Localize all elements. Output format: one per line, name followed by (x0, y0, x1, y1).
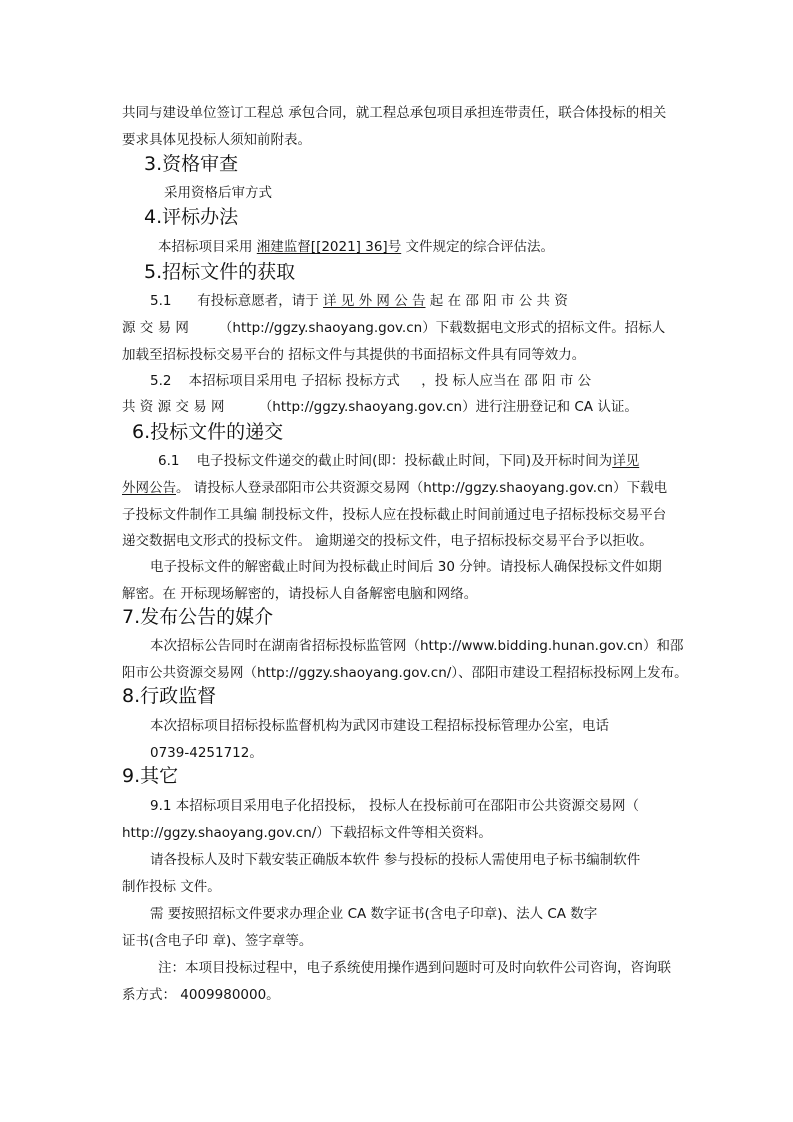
clause-text: （http://ggzy.shaoyang.gov.cn）进行注册登记和 CA 认证。 (258, 399, 638, 415)
clause-text: 有投标意愿者，请于 (197, 293, 319, 309)
external-notice-reference: 详 见 外 网 公 告 (323, 293, 426, 309)
intro-line-2: 要求具体见投标人须知前附表。 (122, 132, 311, 148)
clause-text: 共 资 源 交 易 网 (122, 399, 225, 415)
clause-text: 源 交 易 网 (122, 320, 189, 336)
section-4-text-pre: 本招标项目采用 (158, 239, 253, 255)
regulation-reference: 湘建监督[[2021] 36]号 (256, 239, 402, 255)
section-6-1-line-3: 子投标文件制作工具编 制投标文件，投标人应在投标截止时间前通过电子招标投标交易平台 (122, 507, 667, 523)
section-9-2-line-2: 制作投标 文件。 (122, 879, 221, 895)
clause-number: 5.2 (150, 373, 172, 389)
section-9-3-line-2: 证书(含电子印 章)、签字章等。 (122, 933, 313, 949)
section-7-line-2: 阳市公共资源交易网（http://ggzy.shaoyang.gov.cn/）、邵阳市建设工程招标投标网上发布。 (122, 665, 688, 681)
external-notice-reference: 外网公告 (122, 480, 176, 496)
section-4-heading: 4.评标办法 (144, 206, 239, 228)
section-8-line-1: 本次招标项目招标投标监督机构为武冈市建设工程招标投标管理办公室，电话 (150, 718, 609, 734)
section-8-heading: 8.行政监督 (122, 685, 217, 707)
section-6-2-line-2: 解密。在 开标现场解密的，请投标人自备解密电脑和网络。 (122, 586, 478, 602)
section-6-1-line-2 (122, 479, 667, 497)
section-5-2-line-1 (150, 372, 591, 390)
section-9-3-line-1: 需 要按照招标文件要求办理企业 CA 数字证书(含电子印章)、法人 CA 数字 (150, 906, 598, 922)
section-7-line-1: 本次招标公告同时在湖南省招标投标监管网（http://www.bidding.hunan.gov.cn）和邵 (150, 638, 684, 654)
section-9-1-line-1: 9.1 本招标项目采用电子化招投标， 投标人在投标前可在邵阳市公共资源交易网（ (150, 798, 640, 814)
clause-text: 本招标项目采用电 子招标 投标方式 (188, 373, 400, 389)
clause-text: 电子投标文件递交的截止时间(即：投标截止时间，下同)及开标时间为 (196, 453, 613, 469)
section-6-heading: 6.投标文件的递交 (132, 421, 284, 443)
section-5-1-line-3: 加载至招标投标交易平台的 招标文件与其提供的书面招标文件具有同等效力。 (122, 347, 586, 363)
section-6-1-line-1 (158, 452, 639, 470)
section-5-1-line-1 (150, 292, 568, 310)
intro-line-1: 共同与建设单位签订工程总 承包合同，就工程总承包项目承担连带责任，联合体投标的相关 (122, 105, 667, 121)
clause-number: 6.1 (158, 453, 180, 469)
section-9-heading: 9.其它 (122, 765, 179, 787)
section-6-1-line-4: 递交数据电文形式的投标文件。 逾期递交的投标文件，电子招标投标交易平台予以拒收。 (122, 533, 653, 549)
clause-text: （http://ggzy.shaoyang.gov.cn）下载数据电文形式的招标文件。招标人 (218, 320, 666, 336)
section-7-heading: 7.发布公告的媒介 (122, 606, 274, 628)
clause-number: 5.1 (150, 293, 172, 309)
section-9-note-line-1: 注：本项目投标过程中，电子系统使用操作遇到问题时可及时向软件公司咨询，咨询联 (158, 960, 671, 976)
external-notice-reference: 详见 (612, 453, 640, 469)
section-4-body (158, 238, 554, 256)
section-9-2-line-1: 请各投标人及时下载安装正确版本软件 参与投标的投标人需使用电子标书编制软件 (150, 852, 641, 868)
section-9-note-line-2: 系方式： 4009980000。 (122, 987, 280, 1003)
section-5-heading: 5.招标文件的获取 (144, 261, 296, 283)
clause-text: ，投 标人应当在 邵 阳 市 公 (421, 373, 592, 389)
section-8-phone: 0739-4251712。 (150, 745, 263, 761)
section-6-2-line-1: 电子投标文件的解密截止时间为投标截止时间后 30 分钟。请投标人确保投标文件如期 (150, 559, 662, 575)
section-4-text-post: 文件规定的综合评估法。 (405, 239, 554, 255)
section-5-2-line-2 (122, 398, 638, 416)
clause-text: 。 请投标人登录邵阳市公共资源交易网（http://ggzy.shaoyang.gov.cn）下载电 (176, 480, 668, 496)
clause-text: 起 在 邵 阳 市 公 共 资 (429, 293, 568, 309)
section-3-body: 采用资格后审方式 (164, 185, 272, 201)
section-9-1-line-2: http://ggzy.shaoyang.gov.cn/）下载招标文件等相关资料。 (122, 825, 492, 841)
section-5-1-line-2 (122, 319, 665, 337)
section-3-heading: 3.资格审查 (144, 153, 239, 175)
